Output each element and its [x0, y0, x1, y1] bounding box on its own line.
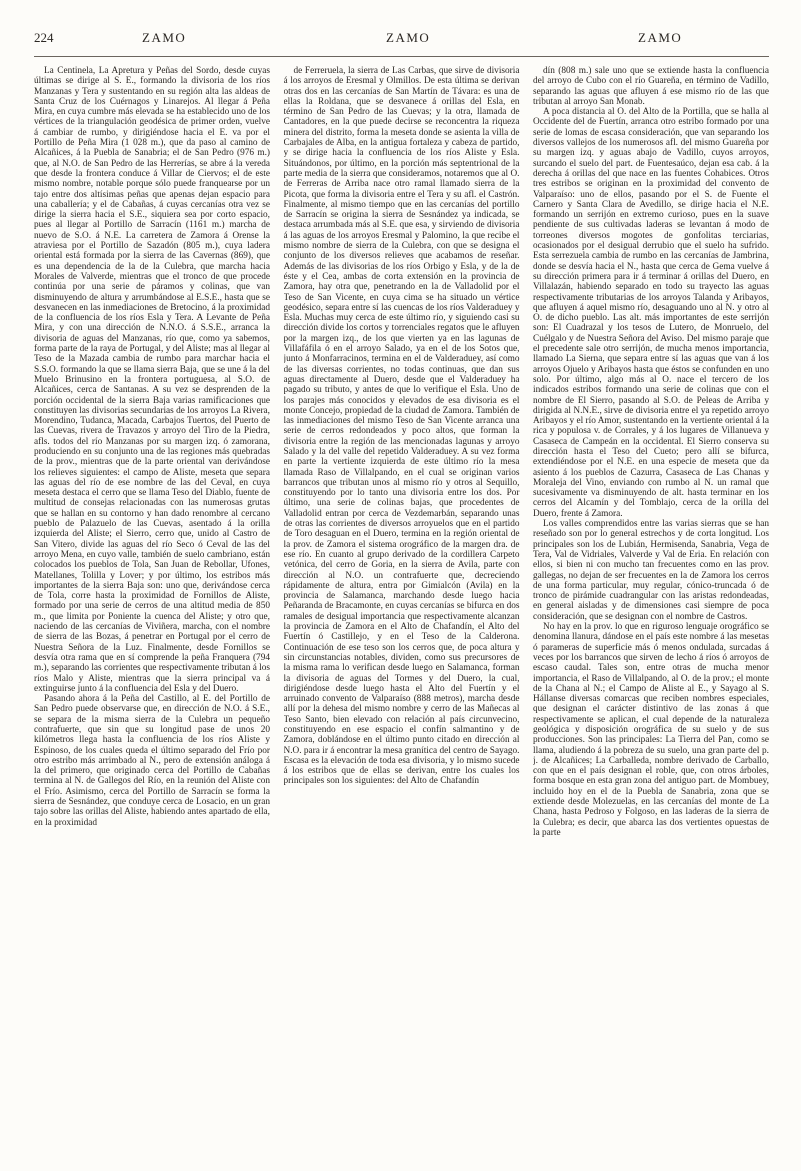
paragraph: A poca distancia al O. del Alto de la Portilla, que se halla al Occidente del de Fuertín, arranca otro estribo formado por una serie de lomas de escasa consideración, que van separando los diversos vallejos de los numerosos afl. del mismo Guareña por su margen izq. y aguas abajo de Vadillo, cuyos arroyos, surcando el suelo del part. de Fuentesaúco, dejan esa cab. á la derecha á orillas del que nace en las fuentes Cohabices. Otros tres estribos se originan en la proximidad del convento de Valparaíso: uno de ellos, pasando por el S. de Fuente el Carnero y Santa Clara de Avedillo, se dirige hacia el N.E. formando un serrijón en extremo curioso, pues en la suave pendiente de sus cultivadas laderas se levantan á modo de torreones diversos mogotes de gonfolitas terciarias, ocasionados por el desigual derrubio que el suelo ha sufrido. Esta serrezuela cambia de rumbo en las cercanías de Jambrina, donde se desvía hacia el N., hasta que cerca de Gema vuelve á su dirección primera para ir á terminar á orillas del Duero, en Villalazán, habiendo separado en todo su trayecto las aguas respectivamente tributarias de los arroyos Talanda y Aribayos, que afluyen á aquel mismo río, desaguando uno al N. y otro al O. de dicho pueblo. Las alt. más importantes de este serrijón son: El Cuadrazal y los tesos de Lutero, de Monruelo, del Cuélgalo y de Nuestra Señora del Aviso. Del mismo paraje que el precedente sale otro serrijón, de mucha menos importancia, llamado La Sierna, que separa entre sí las aguas que van á los arroyos Ojuelo y Aribayos hasta que éstos se confunden en uno solo. Por último, algo más al O. nace el tercero de los indicados estribos formando una serie de colinas que con el nombre de El Sierro, pasando al S.O. de Peleas de Arriba y dirigida al N.N.E., sirve de divisoria entre el ya repetido arroyo Aribayos y el río Amor, sustentando en la vertiente oriental á la rica y populosa v. de Corrales, y á los lugares de Villanueva y Casaseca de Campeán en la occidental. El Sierro conserva su dirección hasta el Teso del Cueto; pero allí se bifurca, extendiéndose por el N.E. en una especie de meseta que da asiento á los pueblos de Cazurra, Casaseca de Las Chanas y Moraleja del Vino, enviando con rumbo al N. un ramal que sucesivamente va disminuyendo de alt. hasta terminar en los cerros del Alcamín y del Tomblajo, cerca de la orilla del Duero, frente á Zamora.	[533, 107, 769, 519]
text-columns	[34, 66, 769, 1161]
column-2	[284, 66, 520, 1161]
column-1	[34, 66, 270, 1161]
paragraph: Los valles comprendidos entre las varias sierras que se han reseñado son por lo general estrechos y de corta longitud. Los principales son los de Lubián, Hermisenda, Sanabria, Vega de Tera, Val de Vidriales, Valverde y Val de Eria. En relación con ellos, si bien ni con mucho tan frecuentes como en las prov. gallegas, no dejan de ser frecuentes en la de Zamora los cerros de una forma particular, muy regular, cónico-truncada ó de tronco de pirámide cuadrangular con las aristas redondeadas, en general aisladas y de dimensiones casi siempre de poca consideración, que se designan con el nombre de Castros.	[533, 519, 769, 622]
paragraph: dín (808 m.) sale uno que se extiende hasta la confluencia del arroyo de Cubo con el río Guareña, en término de Vadillo, separando las aguas que afluyen á ese mismo río de las que tributan al arroyo San Monab.	[533, 66, 769, 107]
paragraph: de Ferreruela, la sierra de Las Carbas, que sirve de divisoria á los arroyos de Eresmal y Olmillos. De esta última se derivan otras dos en las cercanías de San Martín de Távara: es una de ellas la Roldana, que se desvanece á orillas del Esla, en término de San Pedro de las Cuevas; y la otra, llamada de Cantadores, en la que puede decirse se reconcentra la riqueza minera del distrito, forma la meseta donde se asienta la villa de Carbajales de Alba, en la antigua fortaleza y cabeza de partido, y se dirige hacia la confluencia de los ríos Aliste y Esla. Situándonos, por último, en la porción más septentrional de la parte media de la sierra que consideramos, notaremos que al O. de Ferreras de Arriba nace otro ramal llamado sierra de la Picota, que forma la divisoria entre el Tera y su afl. el Castrón. Finalmente, al mismo tiempo que en las cercanías del portillo de Sarracín se origina la sierra de Sesnández ya indicada, se destaca arrumbada más al S.E. que esa, y sirviendo de divisoria á las aguas de los arroyos Eresmal y Palomino, la que recibe el mismo nombre de sierra de la Culebra, con que se designa el conjunto de los diversos relieves que acabamos de reseñar. Además de las divisorias de los ríos Orbigo y Esla, y de la de éste y el Cea, ambas de corta extensión en la provincia de Zamora, hay otra que, penetrando en la de Valladolid por el Teso de San Vicente, en cuya cima se ha situado un vértice geodésico, separa entre sí las cuencas de los ríos Valderaduey y Esla. Muchas muy cerca de este último río, y siguiendo casi su dirección divide los cortos y torrenciales regatos que le afluyen por la margen izq., de los que vierten ya en las lagunas de Villafáfila ó en el arroyo Salado, ya en el de los Sotos que, junto á Monfarracinos, termina en el de Valderaduey, así como de las diversas corrientes, no todas continuas, que dan sus aguas directamente al Duero, desde que el Valderaduey ha pagado su tributo, y antes de que lo verifique el Esla. Uno de los parajes más conocidos y elevados de esa divisoria es el monte Concejo, propiedad de la ciudad de Zamora. También de las inmediaciones del mismo Teso de San Vicente arranca una serie de cerros redondeados y poco altos, que forman la divisoria entre la región de las mencionadas lagunas y arroyo Salado y la del valle del repetido Valderaduey. A su vez forma en parte la vertiente izquierda de este último río la mesa llamada Raso de Villalpando, en el cual se originan varios barrancos que tributan unos al mismo río y otros al Sequillo, constituyendo por lo tanto una divisoria entre los dos. Por último, una serie de colinas bajas, que procedentes de Valladolid entran por cerca de Vezdemarbán, separando unas de otras las corrientes de diversos arroyuelos que en el partido de Toro desaguan en el Duero, termina en la región oriental de la prov. de Zamora el sistema orográfico de la margen dra. de ese río. En cuanto al grupo derivado de la cordillera Carpeto vetónica, del cerro de Goria, en la sierra de Avila, parte con dirección al N.O. un contrafuerte que, decreciendo rápidamente de altura, entra por Gimialcón (Avila) en la provincia de Salamanca, marchando desde luego hacia Peñaranda de Bracamonte, en cuyas cercanías se bifurca en dos ramales de desigual importancia que respectivamente alcanzan la provincia de Zamora en el Alto de Chafandín, el Alto del Fuertín ó Castillejo, y en el Teso de la Calderona. Continuación de ese teso son los cerros que, de poca altura y sin circunstancias notables, dividen, como sus precursores de la misma rama lo verifican desde luego en Salamanca, forman la divisoria de aguas del Tormes y del Duero, la cual, dirigiéndose desde luego hasta el Alto del Fuertín y el arruinado convento de Valparaíso (888 metros), marcha desde allí por la dehesa del mismo nombre y cerro de las Mañecas al Teso Santo, bien elevado con relación al país circunvecino, constituyendo en ese espacio el confín salmantino y de Zamora, doblándose en el último punto citado en dirección al N.O. para ir á encontrar la mesa granítica del centro de Sayago. Escasa es la elevación de toda esa divisoria, y lo mismo sucede á los estribos que de ellas se derivan, entre los cuales los principales son los siguientes: del Alto de Chafandín	[283, 66, 520, 787]
header-rule	[34, 56, 769, 57]
running-header	[34, 30, 769, 52]
paragraph: Pasando ahora á la Peña del Castillo, al E. del Portillo de San Pedro puede observarse que, en dirección de N.O. á S.E., se separa de la misma sierra de la Culebra un pequeño contrafuerte, que sin que su longitud pase de unos 20 kilómetros llega hasta la confluencia de los ríos Aliste y Espinoso, de los cuales queda el último separado del Frío por otro estribo más arrimbado al N., pero de extensión análoga á la del primero, que originado cerca del Portillo de Cabañas termina al N. de Gallegos del Río, en la reunión del Aliste con el Frío. Asimismo, cerca del Portillo de Sarracín se forma la sierra de Sesnández, que conduye cerca de Losacio, en un gran tajo sobre las orillas del Aliste, habiendo antes apartado de ella, en la proximidad	[34, 694, 270, 828]
running-title-center: ZAMO	[386, 30, 431, 45]
running-title-right: ZAMO	[638, 30, 683, 45]
paragraph: La Centinela, La Apretura y Peñas del Sordo, desde cuyas últimas se dirige al S. E., formando la divisoria de los ríos Manzanas y Tera y sustentando en su región alta las aldeas de Santa Cruz de los Cuérnagos y Linarejos. Al llegar á Peña Mira, en cuya cumbre más elevada se ha establecido uno de los vértices de la triangulación geodésica de primer orden, vuelve á cambiar de rumbo, y dirigiéndose hacia el E. va por el Portillo de Peña Mira (1 028 m.), que da paso al camino de Alcañices, á la Puebla de Sanabria; el de San Pedro (976 m.) que, al N.O. de San Pedro de las Herrerías, se abre á la vereda que desde la frontera conduce á Villar de Ciervos; el de este mismo nombre, notable porque sólo puede franquearse por un tajo entre dos altísimas peñas que apenas dejan espacio para una caballería; y el de Cabañas, á cuyas cercanías otra vez se dirige la sierra hacia el S.E., siquiera sea por corto espacio, pues al llegar al Portillo de Sarracín (1161 m.) marcha de nuevo de S.O. á N.E. La carretera de Zamora á Orense la atraviesa por el Portillo de Sazadón (805 m.), cuya ladera oriental está formada por la sierra de las Cavernas (869), que es una dependencia de la de la Culebra, que marcha hacia Morales de Valverde, mientras que el tronco de que procede continúa por una serie de páramos y colinas, que van disminuyendo de altura y arrumbándose al E.S.E., hasta que se desvanecen en las inmediaciones de Bretocino, á la proximidad de la confluencia de los ríos Esla y Tera. A Levante de Peña Mira, y con una dirección de N.N.O. á S.S.E., arranca la divisoria de aguas del Manzanas, río que, como ya sabemos, forma parte de la raya de Portugal, y del Aliste; mas al llegar al Teso de la Mazada cambia de rumbo para marchar hacia el S.S.O. formando la que se llama sierra Baja, que se une á la del Muelo Brinusino en la frontera portuguesa, al S.O. de Alcañices, cerca de Santanas. A su vez se desprenden de la porción occidental de la sierra Baja varias ramificaciones que constituyen las divisorias secundarias de los arroyos La Rivera, Morendino, Tudanca, Macada, Carbajos Tuertos, del Puerto de las Cuevas, rivera de Travazos y arroyo del Tiro de la Piedra, afls. todos del río Manzanas por su margen izq. ó zamorana, produciendo en su conjunto una de las regiones más quebradas de la prov., mientras que de la parte oriental van derivándose los relieves siguientes: el campo de Aliste, meseta que separa las aguas del río de ese nombre de las del Ceval, en cuya meseta destaca el cerro que se llama Teso del Diablo, fuente de multitud de consejas relacionadas con las numerosas grutas que se hallan en su contorno y han dado renombre al cercano pueblo de Palazuelo de las Cuevas, asentado á la orilla izquierda del Aliste; el Sierro, cerro que, unido al Castro de San Vitero, divide las aguas del río Seco ó Ceval de las del arroyo Mena, en cuyo valle, también de suelo cambriano, están colocados los pueblos de Tola, San Juan de Rebollar, Ufones, Matellanes, Tolilla y Lover; y por último, los estribos más importantes de la sierra Baja son: uno que, derivándose cerca de Tola, corre hasta la proximidad de Fornillos de Aliste, formado por una serie de cerros de una altitud media de 850 m., que limita por Poniente la cuenca del Aliste; y otro que, naciendo de las cercanías de Viviñera, marcha, con el nombre de sierra de las Bozas, á penetrar en Portugal por el cerro de Nuestra Señora de la Luz. Finalmente, desde Fornillos se desvía otra rama que en sí comprende la peña Franquera (794 m.), separando las corrientes que respectivamente tributan á los ríos Malo y Aliste, mientras que la sierra principal va á extinguirse junto á la confluencia del Esla y del Duero.	[34, 66, 270, 694]
column-3	[533, 66, 769, 1161]
running-title-left: ZAMO	[142, 30, 187, 45]
page-number: 224	[34, 30, 54, 45]
paragraph: No hay en la prov. lo que en riguroso lenguaje orográfico se denomina llanura, dándose en el país este nombre á las mesetas ó parameras de superficie más ó menos ondulada, surcadas á veces por los barrancos que sirven de lecho á ríos ó arroyos de escaso caudal. Tales son, entre otras de mucha menor importancia, el Raso de Villalpando, al O. de la prov.; el monte de la Chana al N.; el Campo de Aliste al E., y Sayago al S. Hállanse diversas comarcas que reciben nombres especiales, que designan el carácter distintivo de las zonas á que respectivamente se aplican, el cual depende de la naturaleza geológica y disposición orográfica de su suelo y de sus producciones. Son las principales: La Tierra del Pan, como se llama, aludiendo á la pobreza de su suelo, una gran parte del p. j. de Alcañices; La Carballeda, nombre derivado de Carballo, con que en el país designan el roble, que, con otros árboles, forma bosque en esta gran zona del antiguo part. de Mombuey, incluido hoy en el de la Puebla de Sanabria, zona que se extiende desde Molezuelas, en las cercanías del monte de La Chana, hasta Pedroso y Folgoso, en las laderas de la sierra de la Culebra; es decir, que abarca las dos vertientes opuestas de la parte	[533, 622, 769, 838]
